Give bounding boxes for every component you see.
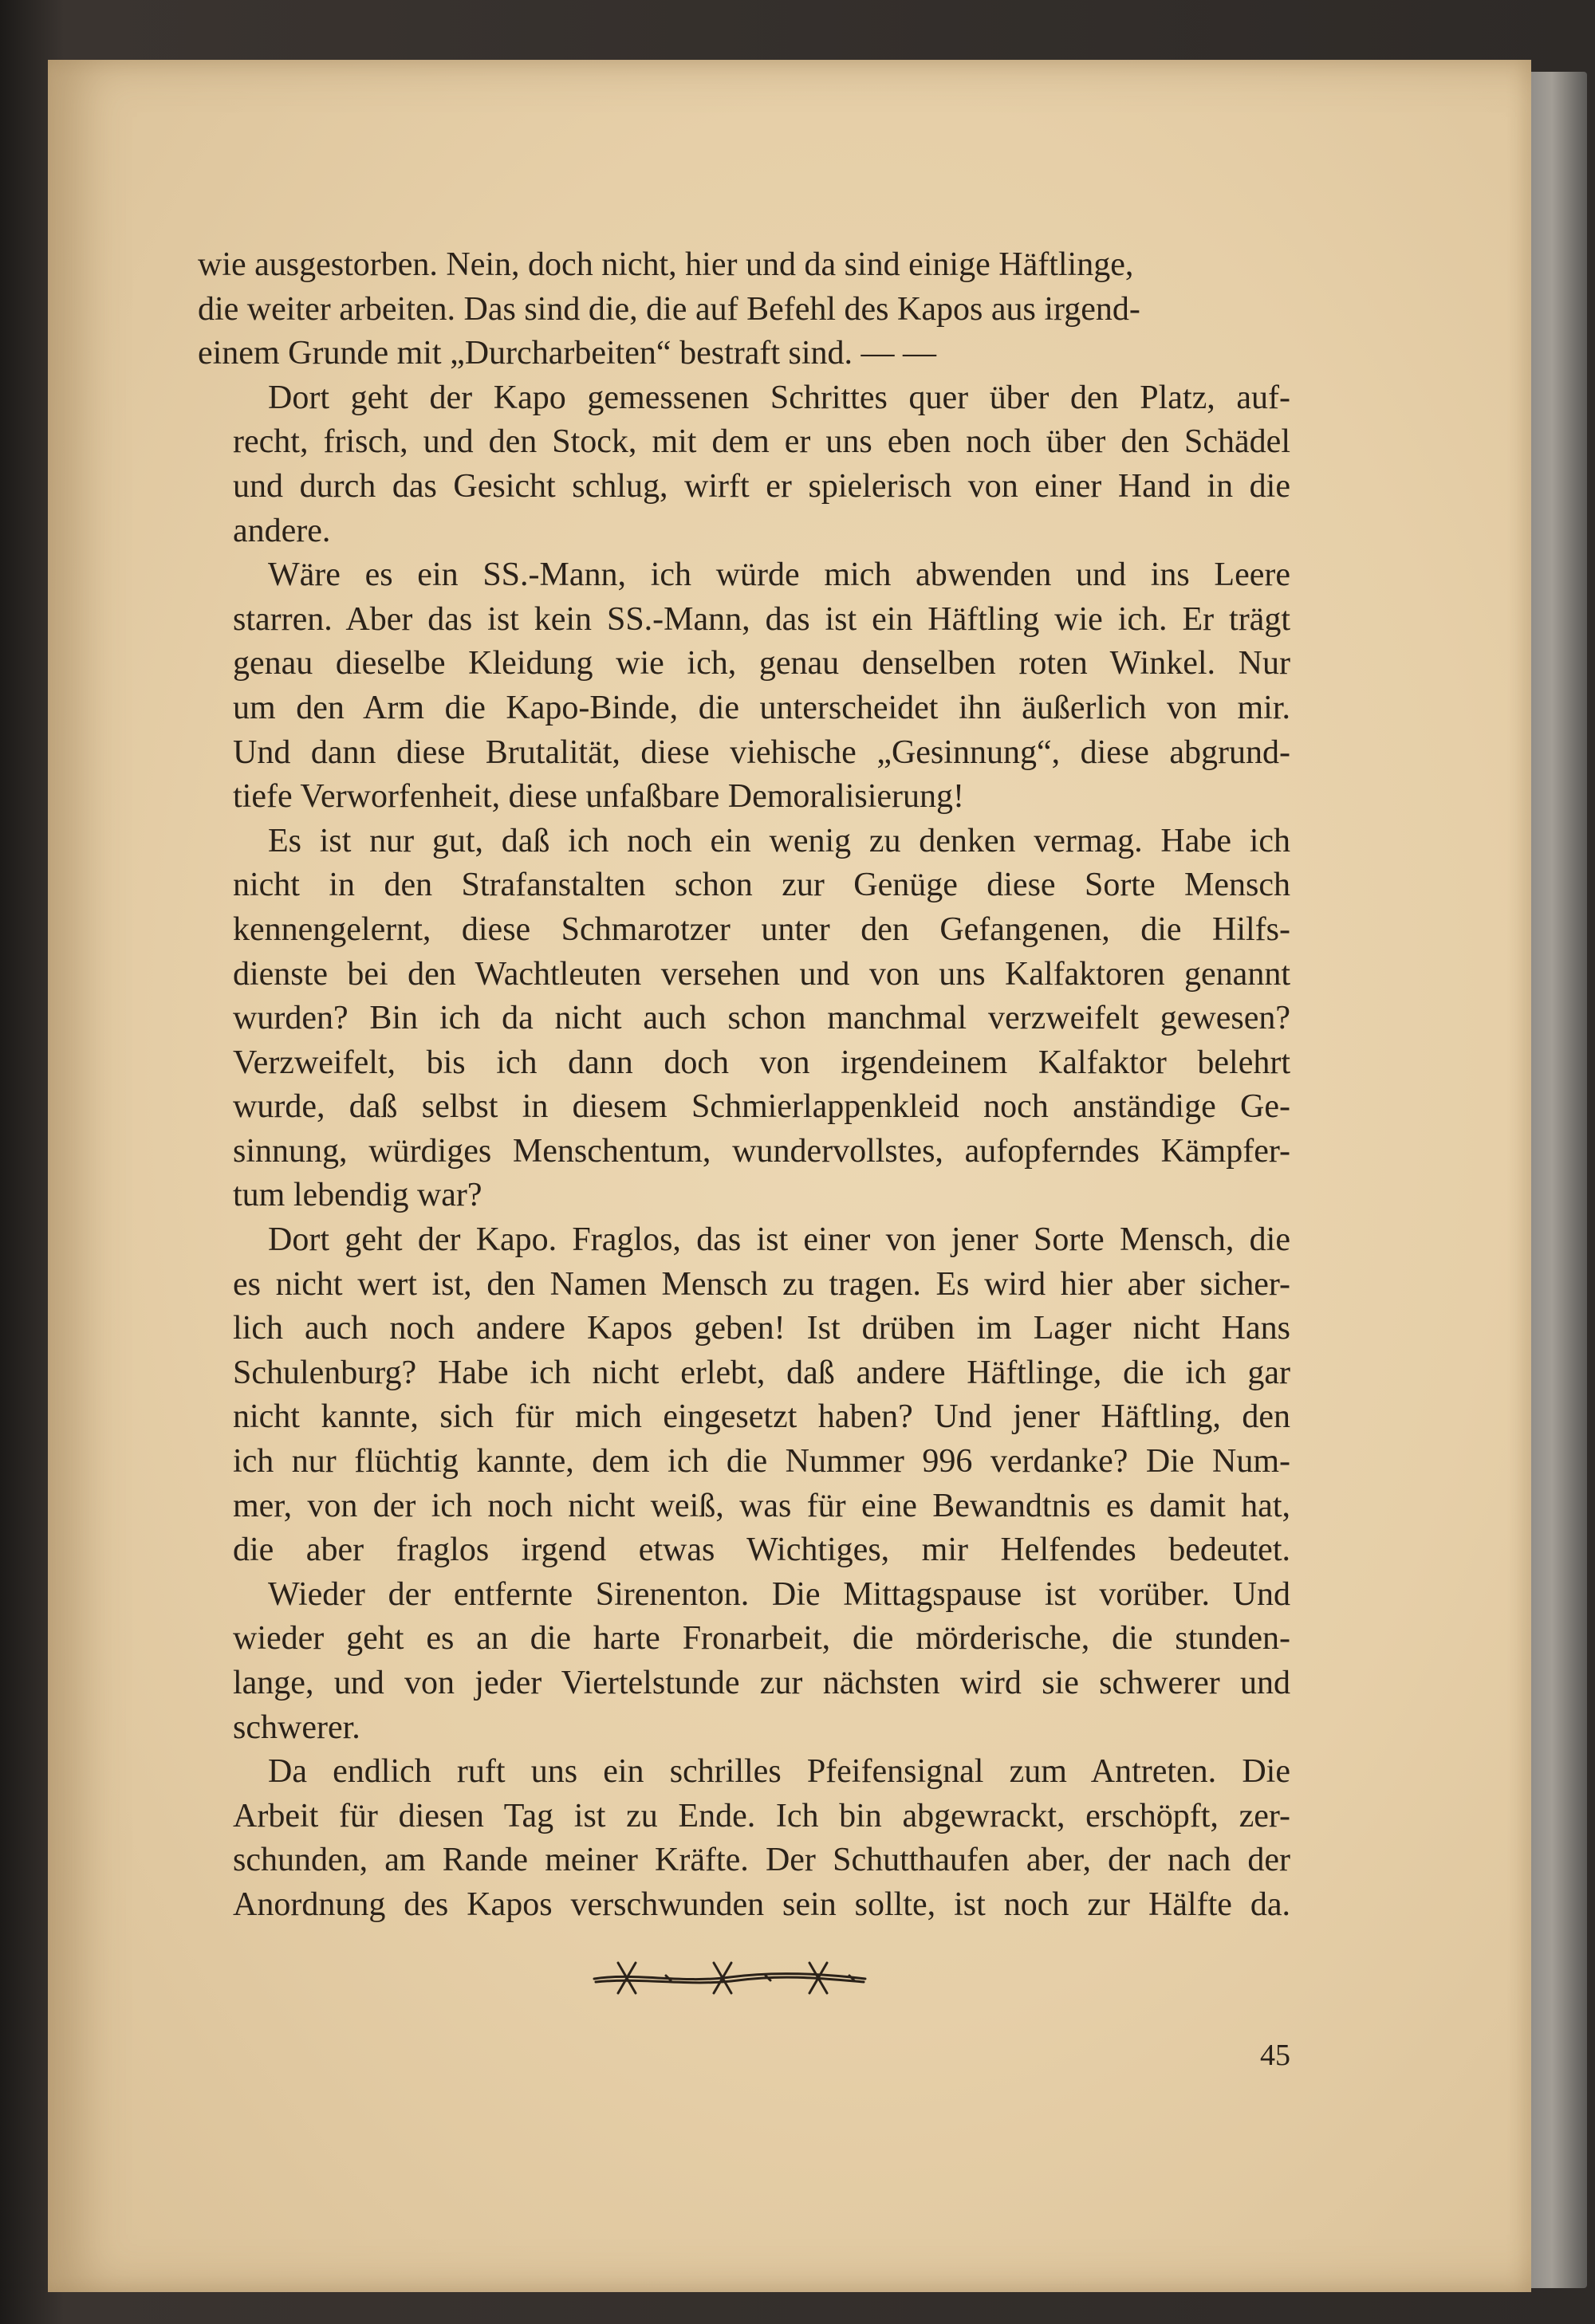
text-line: schwerer. [233,1709,360,1746]
text-line: Wieder der entfernte Sirenenton. Die Mittagspause ist vorüber. Und [268,1575,1290,1613]
text-line: wurde, daß selbst in diesem Schmierlappenkleid noch anständige Ge- [233,1088,1290,1126]
text-line: nicht in den Strafanstalten schon zur Genüge diese Sorte Mensch [233,867,1290,904]
text-line: Dort geht der Kapo. Fraglos, das ist einer von jener Sorte Mensch, die [268,1221,1290,1259]
text-line: recht, frisch, und den Stock, mit dem er uns eben noch über den Schädel [233,423,1290,461]
paragraph [198,820,1290,1218]
text-line: Schulenburg? Habe ich nicht erlebt, daß andere Häftlinge, die ich gar [233,1354,1290,1391]
text-line: lich auch noch andere Kapos geben! Ist drüben im Lager nicht Hans [233,1310,1290,1347]
text-line: dienste bei den Wachtleuten versehen und von uns Kalfaktoren genannt [233,955,1290,993]
text-line: wie ausgestorben. Nein, doch nicht, hier und da sind einige Häftlinge, [198,246,1134,283]
text-line: Anordnung des Kapos verschwunden sein sollte, ist noch zur Hälfte da. [233,1886,1290,1923]
text-line: einem Grunde mit „Durcharbeiten“ bestraft sind. — — [198,335,937,372]
text-line: starren. Aber das ist kein SS.-Mann, das ist ein Häftling wie ich. Er trägt [233,600,1290,638]
paragraph [198,376,1290,553]
text-line: es nicht wert ist, den Namen Mensch zu tragen. Es wird hier aber sicher- [233,1265,1290,1303]
text-line: Und dann diese Brutalität, diese viehische „Gesinnung“, diese abgrund- [233,733,1290,771]
text-line: tum lebendig war? [233,1177,482,1214]
text-line: die aber fraglos irgend etwas Wichtiges, mir Helfendes bedeutet. [233,1532,1290,1569]
text-line: schunden, am Rande meiner Kräfte. Der Schutthaufen aber, der nach der [233,1842,1290,1879]
text-line: und durch das Gesicht schlug, wirft er spielerisch von einer Hand in die [233,467,1290,505]
text-line: mer, von der ich noch nicht weiß, was für eine Bewandtnis es damit hat, [233,1487,1290,1524]
text-line: Da endlich ruft uns ein schrilles Pfeifensignal zum Antreten. Die [268,1753,1290,1791]
text-line: andere. [233,512,331,549]
paragraph [198,1573,1290,1750]
paragraph [198,553,1290,820]
text-line: wurden? Bin ich da nicht auch schon manchmal verzweifelt gewesen? [233,1000,1290,1037]
text-line: kennengelernt, diese Schmarotzer unter den Gefangenen, die Hilfs- [233,910,1290,948]
text-line: Wäre es ein SS.-Mann, ich würde mich abwenden und ins Leere [268,556,1290,594]
text-line: die weiter arbeiten. Das sind die, die auf Befehl des Kapos aus irgend- [198,290,1140,328]
text-line: Es ist nur gut, daß ich noch ein wenig zu denken vermag. Habe ich [268,822,1290,859]
text-line: ich nur flüchtig kannte, dem ich die Nummer 996 verdanke? Die Num- [233,1443,1290,1481]
text-line: tiefe Verworfenheit, diese unfaßbare Demoralisierung! [233,778,965,816]
text-line: um den Arm die Kapo-Binde, die unterscheidet ihn äußerlich von mir. [233,689,1290,726]
text-line: wieder geht es an die harte Fronarbeit, die mörderische, die stunden- [233,1620,1290,1657]
barbed-wire-ornament-icon [586,1955,873,2000]
page-number: 45 [1260,2039,1290,2072]
paragraph [198,243,1290,376]
text-line: sinnung, würdiges Menschentum, wundervollstes, aufopferndes Kämpfer- [233,1132,1290,1170]
text-line: Dort geht der Kapo gemessenen Schrittes quer über den Platz, auf- [268,379,1290,416]
body-text [198,243,1290,1928]
text-line: lange, und von jeder Viertelstunde zur nächsten wird sie schwerer und [233,1665,1290,1701]
text-line: nicht kannte, sich für mich eingesetzt haben? Und jener Häftling, den [233,1398,1290,1436]
text-line: Verzweifelt, bis ich dann doch von irgendeinem Kalfaktor belehrt [233,1044,1290,1081]
text-line: genau dieselbe Kleidung wie ich, genau denselben roten Winkel. Nur [233,645,1290,682]
paragraph [198,1750,1290,1927]
text-line: Arbeit für diesen Tag ist zu Ende. Ich bin abgewrackt, erschöpft, zer- [233,1797,1290,1834]
paragraph [198,1218,1290,1573]
